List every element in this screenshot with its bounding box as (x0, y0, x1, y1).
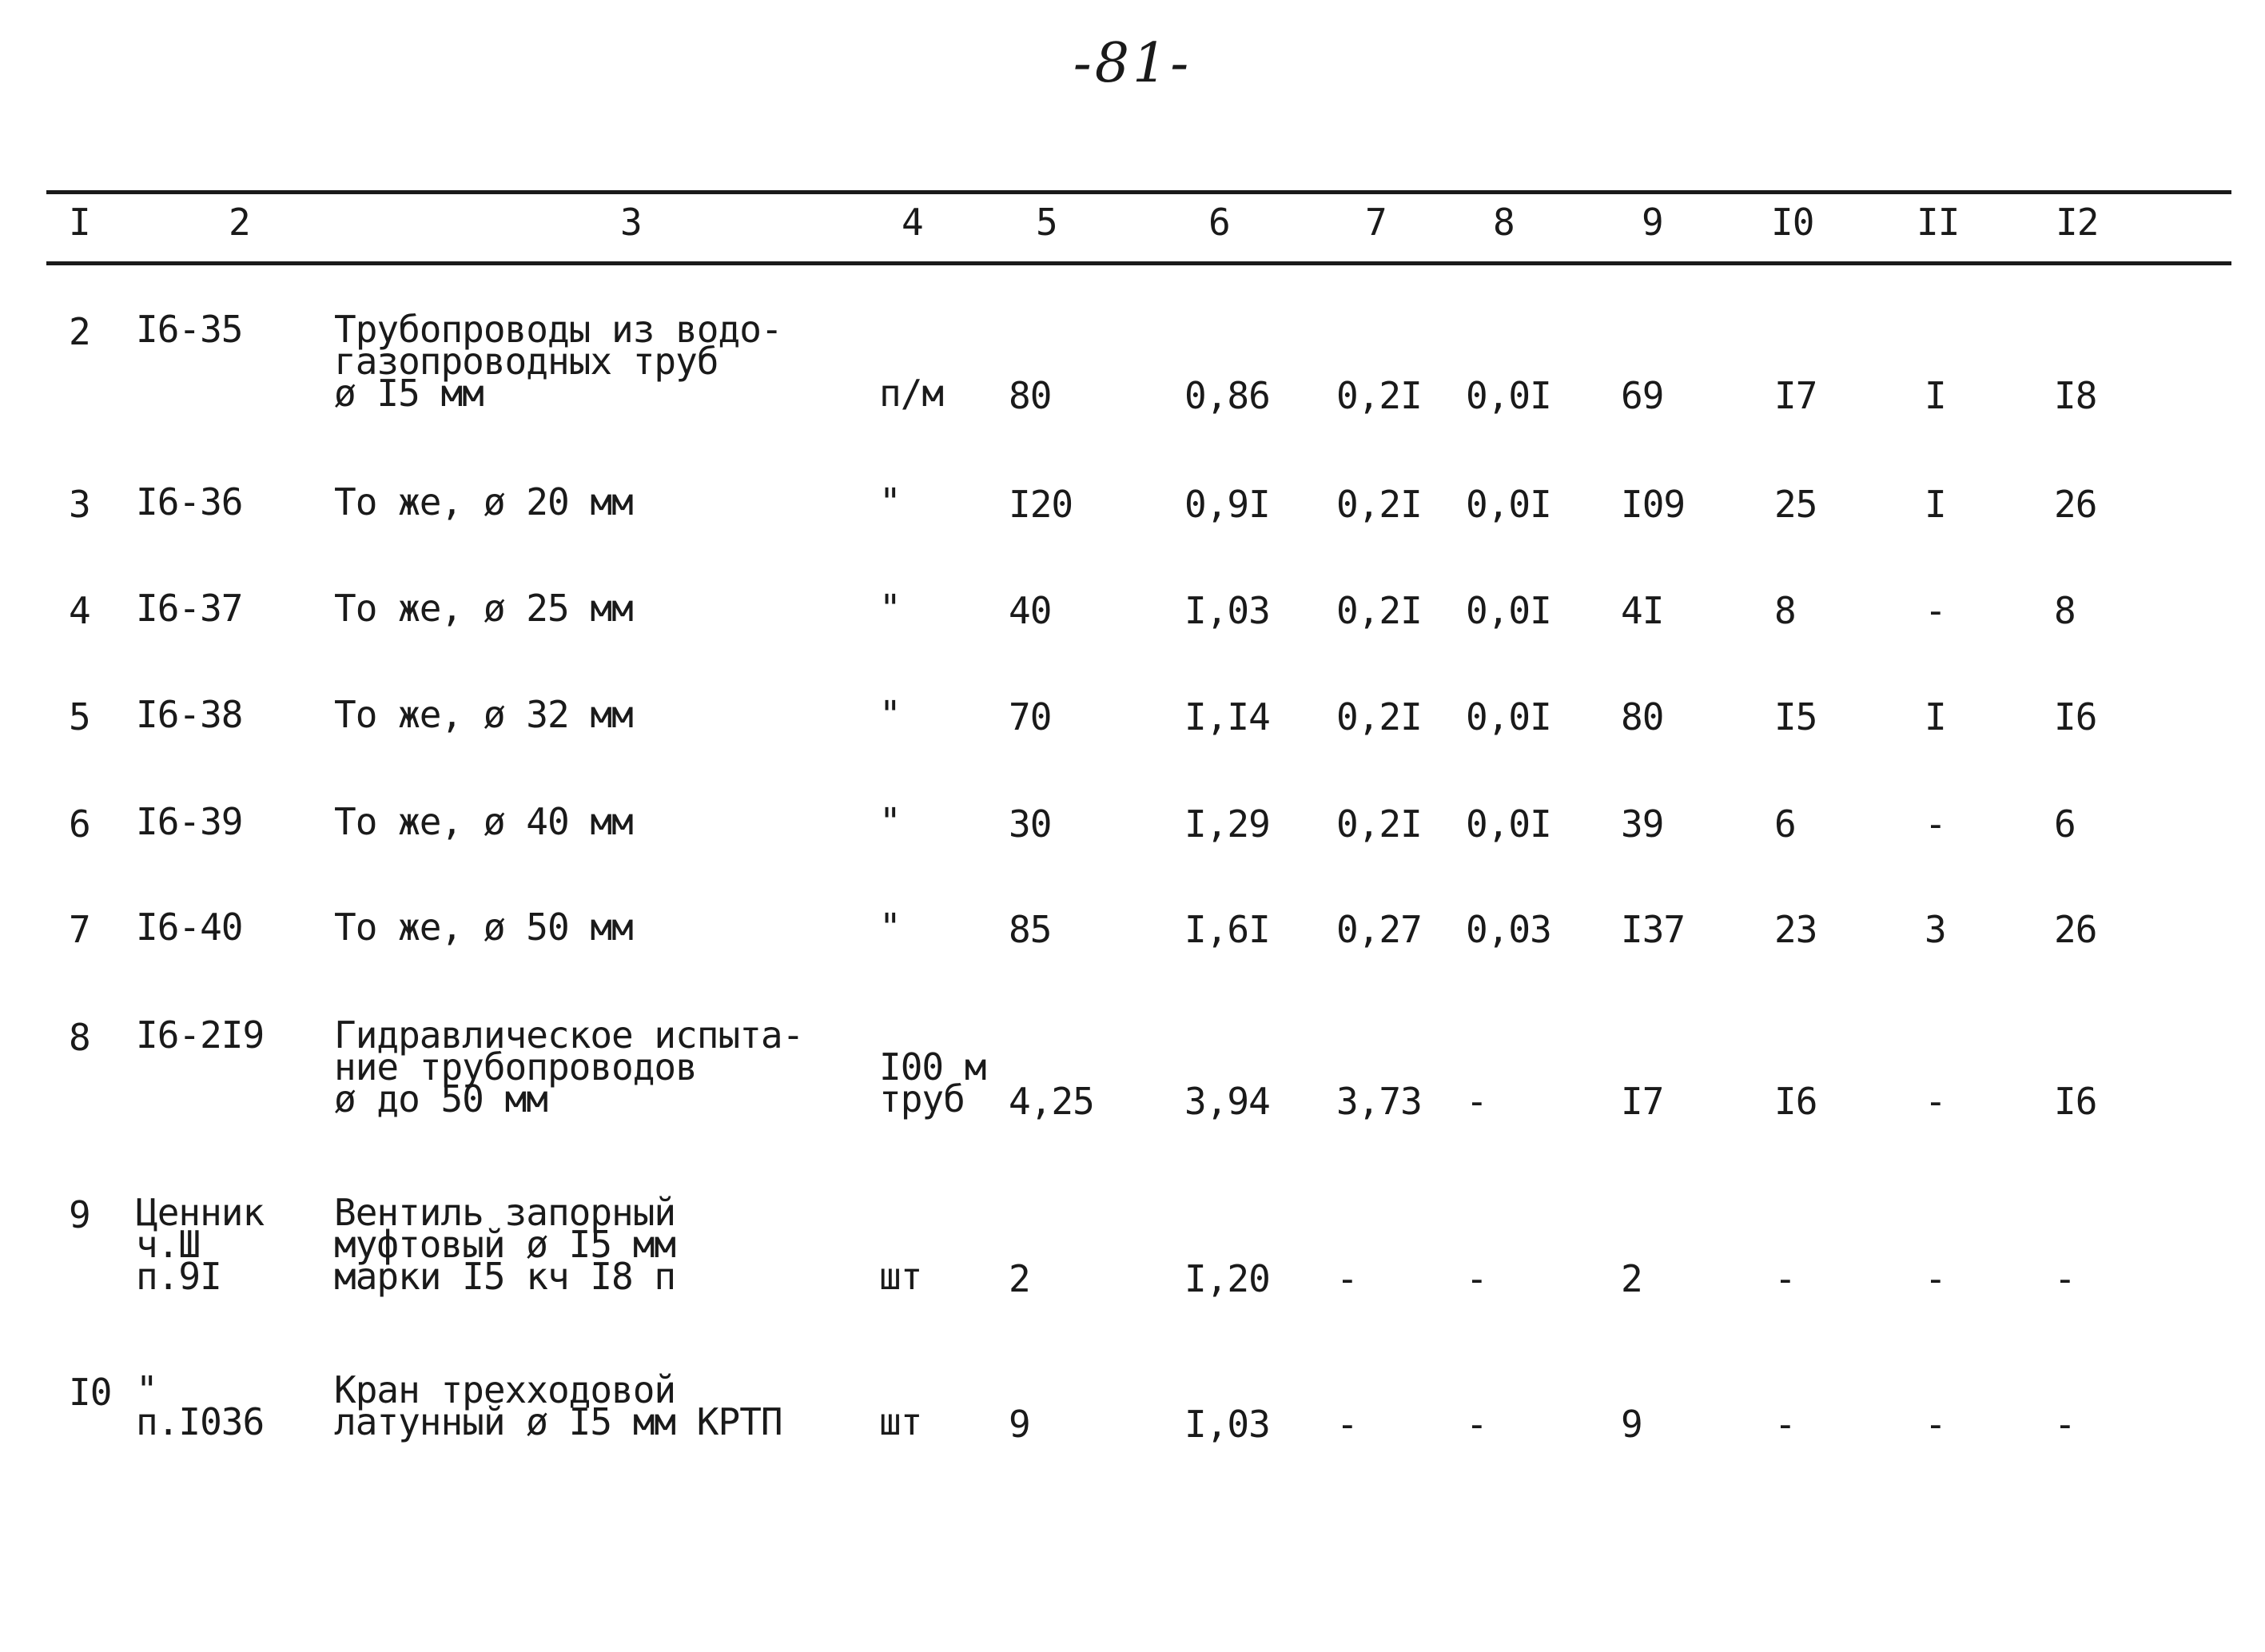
row-description: То же, ø 20 мм (334, 480, 633, 523)
row-description: Вентиль запорный (334, 1191, 676, 1234)
row-value-5: 40 (1009, 589, 1052, 632)
row-value-7: 0,2I (1336, 589, 1422, 632)
row-value-6: I,20 (1184, 1257, 1270, 1300)
column-header-5: 5 (1036, 201, 1057, 244)
row-value-12: 6 (2054, 802, 2076, 846)
row-value-9: 39 (1621, 802, 1664, 846)
row-value-12: I6 (2054, 695, 2097, 738)
row-value-6: I,6I (1184, 908, 1270, 951)
row-value-6: I,03 (1184, 1403, 1270, 1446)
row-value-6: 3,94 (1184, 1080, 1270, 1123)
row-value-8: 0,0I (1466, 695, 1551, 738)
row-value-11: - (1925, 1080, 1946, 1123)
row-value-11: - (1925, 802, 1946, 846)
row-description: Кран трехходовой (334, 1368, 676, 1411)
row-code: п.I036 (136, 1400, 265, 1443)
row-description: То же, ø 25 мм (334, 587, 633, 630)
row-value-9: 80 (1621, 695, 1664, 738)
row-value-5: I20 (1009, 483, 1073, 526)
row-value-10: 23 (1774, 908, 1817, 951)
row-number: 7 (69, 908, 90, 951)
row-number: 4 (69, 589, 90, 632)
row-description: То же, ø 50 мм (334, 906, 633, 949)
column-header-10: I0 (1771, 201, 1814, 244)
row-description: ø до 50 мм (334, 1077, 547, 1121)
row-value-7: 0,2I (1336, 695, 1422, 738)
row-value-6: 0,9I (1184, 483, 1270, 526)
row-value-9: I37 (1621, 908, 1686, 951)
column-header-12: I2 (2056, 201, 2099, 244)
row-number: 6 (69, 802, 90, 846)
row-number: 9 (69, 1193, 90, 1236)
row-code: I6-35 (136, 308, 243, 351)
row-code: п.9I (136, 1255, 221, 1298)
row-value-11: I (1925, 695, 1946, 738)
row-code: I6-36 (136, 480, 243, 523)
row-value-5: 85 (1009, 908, 1052, 951)
row-value-8: - (1466, 1257, 1487, 1300)
row-value-5: 9 (1009, 1403, 1030, 1446)
row-number: 8 (69, 1016, 90, 1059)
column-header-3: 3 (620, 201, 642, 244)
row-code: I6-2I9 (136, 1013, 265, 1057)
row-code: Ценник (136, 1191, 265, 1234)
row-value-5: 70 (1009, 695, 1052, 738)
column-header-2: 2 (229, 201, 250, 244)
row-value-6: I,03 (1184, 589, 1270, 632)
row-number: I0 (69, 1371, 112, 1414)
row-value-12: I8 (2054, 374, 2097, 417)
row-value-10: I7 (1774, 374, 1817, 417)
row-unit: " (879, 693, 901, 736)
row-unit: " (879, 587, 901, 630)
row-value-12: I6 (2054, 1080, 2097, 1123)
row-unit: " (879, 480, 901, 523)
row-value-5: 30 (1009, 802, 1052, 846)
row-code: I6-40 (136, 906, 243, 949)
row-value-8: 0,0I (1466, 589, 1551, 632)
row-value-8: 0,0I (1466, 483, 1551, 526)
row-description: Трубопроводы из водо- (334, 308, 782, 351)
column-header-11: II (1917, 201, 1960, 244)
column-header-1: I (69, 201, 90, 244)
row-code: I6-38 (136, 693, 243, 736)
row-value-5: 4,25 (1009, 1080, 1094, 1123)
row-value-12: - (2054, 1257, 2076, 1300)
row-value-6: 0,86 (1184, 374, 1270, 417)
row-value-10: - (1774, 1403, 1796, 1446)
row-description: марки I5 кч I8 п (334, 1255, 676, 1298)
row-value-9: 9 (1621, 1403, 1642, 1446)
row-value-8: 0,0I (1466, 802, 1551, 846)
row-unit: " (879, 800, 901, 843)
row-value-10: 25 (1774, 483, 1817, 526)
row-value-7: - (1336, 1403, 1358, 1446)
row-code: " (136, 1368, 157, 1411)
row-description: То же, ø 32 мм (334, 693, 633, 736)
row-value-9: 4I (1621, 589, 1664, 632)
row-unit: I00 м (879, 1045, 986, 1089)
row-unit: " (879, 906, 901, 949)
row-value-11: 3 (1925, 908, 1946, 951)
table-top-rule (46, 190, 2231, 194)
row-value-8: - (1466, 1080, 1487, 1123)
row-code: ч.Ш (136, 1223, 201, 1266)
row-value-8: 0,0I (1466, 374, 1551, 417)
row-value-11: I (1925, 483, 1946, 526)
row-value-12: 26 (2054, 908, 2097, 951)
row-value-11: I (1925, 374, 1946, 417)
row-value-12: 26 (2054, 483, 2097, 526)
row-value-10: I6 (1774, 1080, 1817, 1123)
row-value-9: I09 (1621, 483, 1686, 526)
column-header-8: 8 (1493, 201, 1515, 244)
row-description: Гидравлическое испыта- (334, 1013, 804, 1057)
row-value-9: 2 (1621, 1257, 1642, 1300)
row-value-11: - (1925, 1257, 1946, 1300)
row-value-10: 6 (1774, 802, 1796, 846)
row-number: 3 (69, 483, 90, 526)
column-header-9: 9 (1642, 201, 1663, 244)
column-header-6: 6 (1208, 201, 1230, 244)
row-unit: п/м (879, 372, 944, 415)
row-value-8: 0,03 (1466, 908, 1551, 951)
row-value-7: 0,2I (1336, 802, 1422, 846)
row-value-9: 69 (1621, 374, 1664, 417)
row-value-6: I,29 (1184, 802, 1270, 846)
row-value-8: - (1466, 1403, 1487, 1446)
row-description: газопроводных труб (334, 340, 719, 383)
row-value-11: - (1925, 1403, 1946, 1446)
row-description: латунный ø I5 мм КРТП (334, 1400, 782, 1443)
page-number: -81- (1073, 32, 1192, 95)
row-value-12: - (2054, 1403, 2076, 1446)
row-value-5: 2 (1009, 1257, 1030, 1300)
row-value-6: I,I4 (1184, 695, 1270, 738)
row-value-7: 3,73 (1336, 1080, 1422, 1123)
row-value-10: 8 (1774, 589, 1796, 632)
row-description: ø I5 мм (334, 372, 484, 415)
row-value-9: I7 (1621, 1080, 1664, 1123)
row-code: I6-37 (136, 587, 243, 630)
row-unit: труб (879, 1077, 965, 1121)
row-value-5: 80 (1009, 374, 1052, 417)
row-value-7: 0,2I (1336, 374, 1422, 417)
row-unit: шт (879, 1255, 922, 1298)
row-value-7: - (1336, 1257, 1358, 1300)
row-unit: шт (879, 1400, 922, 1443)
row-description: муфтовый ø I5 мм (334, 1223, 676, 1266)
column-header-7: 7 (1365, 201, 1387, 244)
row-code: I6-39 (136, 800, 243, 843)
row-description: ние трубопроводов (334, 1045, 697, 1089)
table-header-rule (46, 261, 2231, 265)
column-header-4: 4 (902, 201, 923, 244)
row-value-7: 0,27 (1336, 908, 1422, 951)
row-value-11: - (1925, 589, 1946, 632)
row-description: То же, ø 40 мм (334, 800, 633, 843)
row-value-10: - (1774, 1257, 1796, 1300)
row-value-7: 0,2I (1336, 483, 1422, 526)
row-value-12: 8 (2054, 589, 2076, 632)
row-value-10: I5 (1774, 695, 1817, 738)
row-number: 5 (69, 695, 90, 738)
row-number: 2 (69, 310, 90, 353)
